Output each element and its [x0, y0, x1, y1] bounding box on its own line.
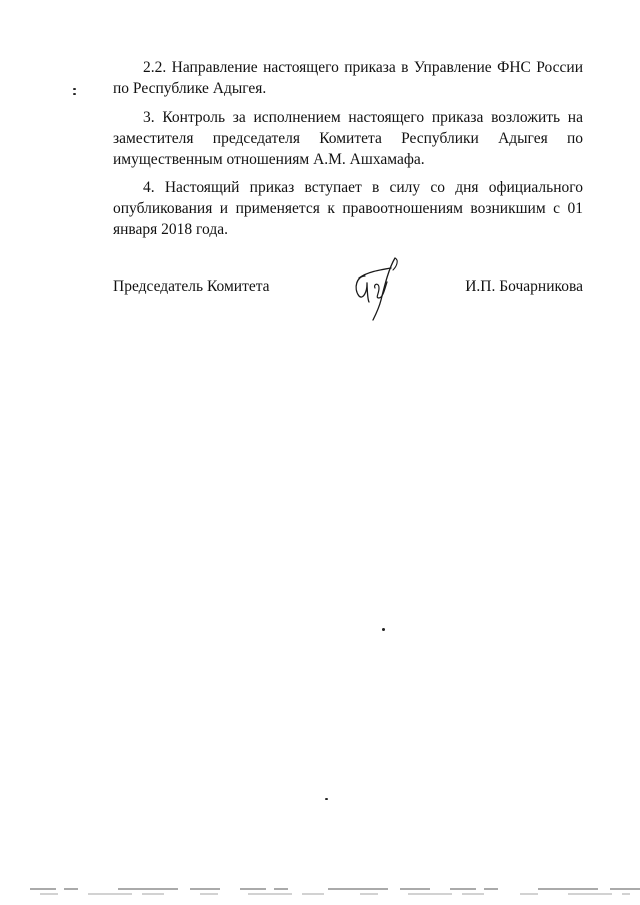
paragraph-3 — [113, 107, 583, 170]
handwritten-signature — [345, 254, 405, 324]
scan-speck — [382, 628, 385, 631]
paragraph-text: 3. Контроль за исполнением настоящего приказа возложить на заместителя председателя Комитета Республики Адыгея по имущественным отношениям А.М. Ашхамафа. — [113, 109, 583, 168]
scan-speck — [325, 798, 328, 800]
scan-speck — [73, 88, 76, 90]
position-title: Председатель Комитета — [113, 278, 270, 295]
paragraph-text: 4. Настоящий приказ вступает в силу со дня официального опубликования и применяется к правоотношениям возникшим с 01 января 2018 года. — [113, 179, 583, 238]
scan-speck — [73, 93, 76, 95]
page-bottom-rule — [30, 886, 640, 898]
signer-name: И.П. Бочарникова — [465, 278, 583, 295]
signature-block — [113, 276, 583, 336]
paragraph-4 — [113, 177, 583, 240]
paragraph-2-2 — [113, 57, 583, 99]
paragraph-text: 2.2. Направление настоящего приказа в Управление ФНС России по Республике Адыгея. — [113, 59, 583, 97]
